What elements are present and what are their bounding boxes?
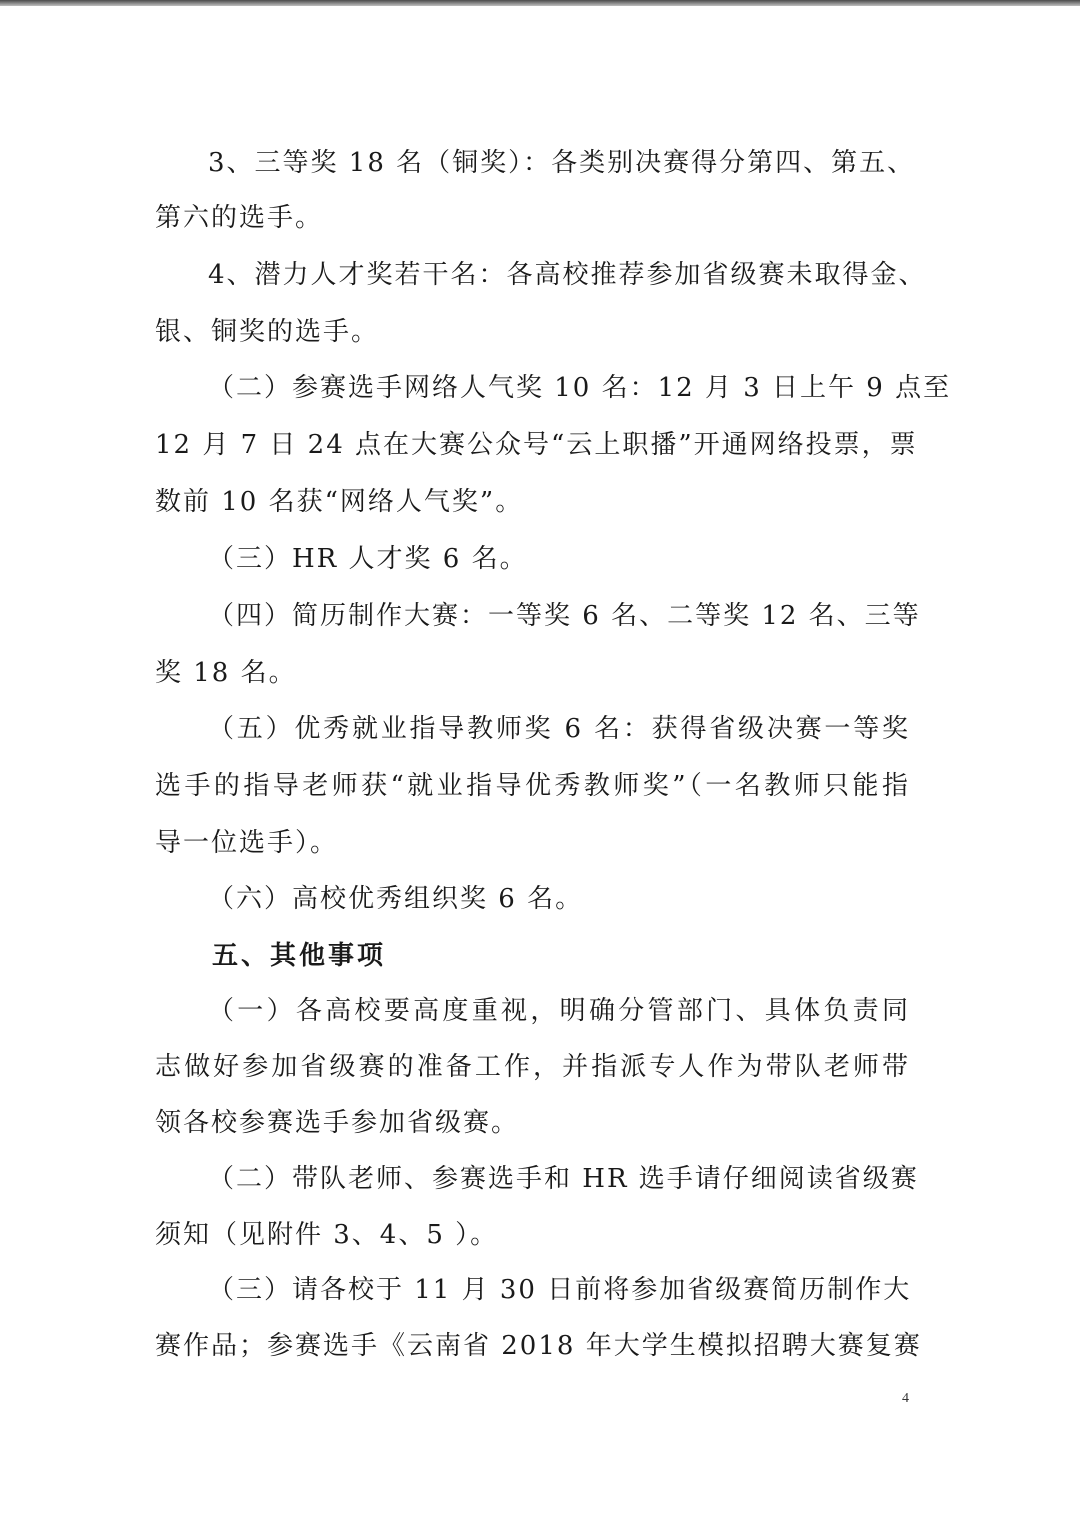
text-line: 奖 18 名。	[155, 658, 297, 688]
text-line: （二）参赛选手网络人气奖 10 名：12 月 3 日上午 9 点至	[208, 373, 952, 403]
page-number: 4	[902, 1391, 909, 1406]
text-line: 选手的指导老师获“就业指导优秀教师奖”（一名教师只能指	[155, 771, 910, 801]
text-line: 领各校参赛选手参加省级赛。	[155, 1108, 520, 1138]
text-line: 4、潜力人才奖若干名：各高校推荐参加省级赛未取得金、	[208, 260, 927, 290]
text-line: 赛作品；参赛选手《云南省 2018 年大学生模拟招聘大赛复赛	[155, 1331, 922, 1361]
text-line: （五）优秀就业指导教师奖 6 名：获得省级决赛一等奖	[208, 714, 910, 744]
text-line: （六）高校优秀组织奖 6 名。	[208, 884, 584, 914]
text-line: （一）各高校要高度重视，明确分管部门、具体负责同	[208, 996, 910, 1026]
text-line: （三）请各校于 11 月 30 日前将参加省级赛简历制作大	[208, 1275, 912, 1305]
text-line: 第六的选手。	[155, 203, 324, 233]
text-line: （二）带队老师、参赛选手和 HR 选手请仔细阅读省级赛	[208, 1164, 919, 1194]
section-heading: 五、其他事项	[212, 941, 387, 971]
text-line: 银、铜奖的选手。	[155, 317, 380, 347]
text-line: （三）HR 人才奖 6 名。	[208, 544, 528, 574]
text-line: 须知（见附件 3、4、5 ）。	[155, 1220, 499, 1250]
text-line: 数前 10 名获“网络人气奖”。	[155, 487, 524, 517]
text-line: 3、三等奖 18 名（铜奖）：各类别决赛得分第四、第五、	[208, 148, 916, 178]
text-line: 12 月 7 日 24 点在大赛公众号“云上职播”开通网络投票，票	[155, 430, 918, 460]
text-line: 志做好参加省级赛的准备工作，并指派专人作为带队老师带	[155, 1052, 910, 1082]
text-line: （四）简历制作大赛：一等奖 6 名、二等奖 12 名、三等	[208, 601, 921, 631]
scan-edge	[0, 0, 1080, 6]
text-line: 导一位选手）。	[155, 828, 339, 858]
